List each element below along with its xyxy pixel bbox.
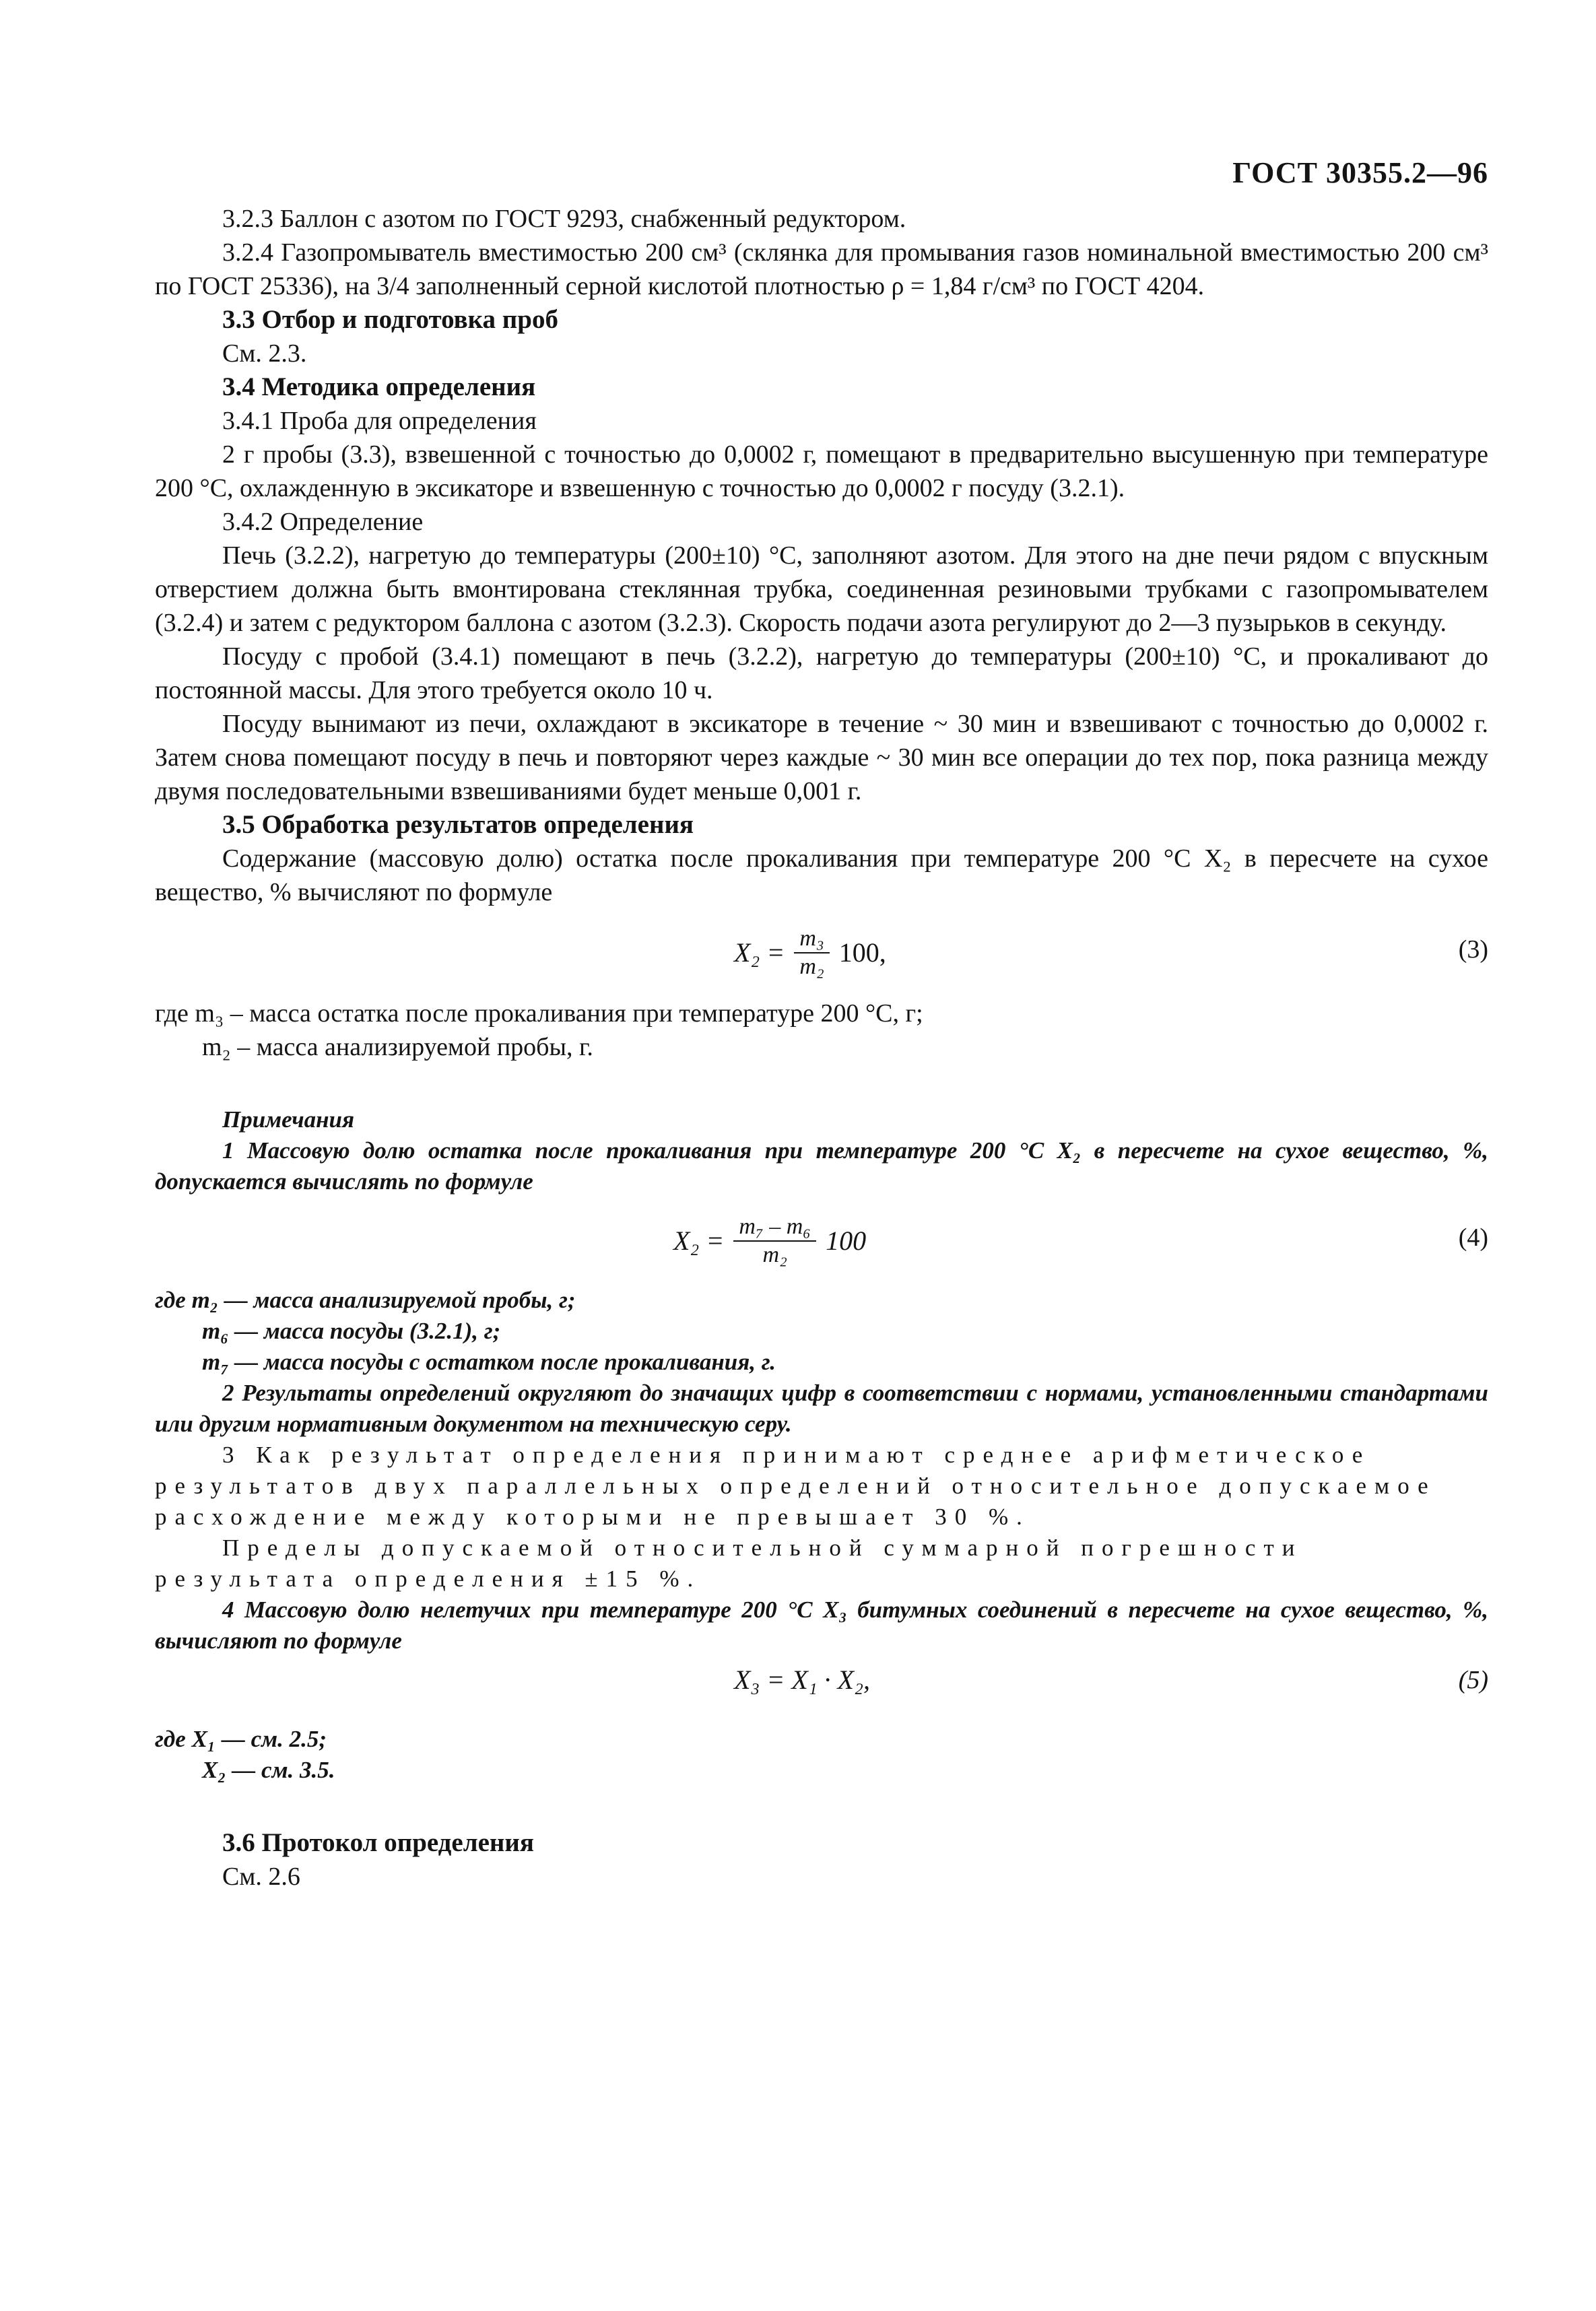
paragraph-3-2-4: 3.2.4 Газопромыватель вместимостью 200 см³ (склянка для промывания газов номинальной вместимостью 200 см³ по ГОСТ 25336), на 3/4 заполненный серной кислотой плотностью ρ = 1,84 г/см³ по ГОСТ 4204.: [155, 238, 1488, 300]
formula-4: [155, 1197, 1488, 1285]
paragraph-3-4-2-b: Посуду с пробой (3.4.1) помещают в печь (3.2.2), нагретую до температуры (200±10) °С, и прокаливают до постоянной массы. Для этого требуется около 10 ч.: [155, 642, 1488, 704]
formula-3-fraction: [794, 925, 829, 980]
paragraph-3-2-3: 3.2.3 Баллон с азотом по ГОСТ 9293, снабженный редуктором.: [222, 205, 906, 233]
formula-3-lhs: X₂ =: [734, 937, 785, 968]
paragraph-3-4-2-c: Посуду вынимают из печи, охлаждают в эксикаторе в течение ~ 30 мин и взвешивают с точностью до 0,0002 г. Затем снова помещают посуду в печь и повторяют через каждые ~ 30 мин все операции до тех пор, пока разница между двумя последовательными взвешиваниями будет меньше 0,001 г.: [155, 710, 1488, 805]
note-1: 1 Массовую долю остатка после прокаливания при температуре 200 °С X₂ в пересчете на сухое вещество, %, допускается вычислять по формуле: [155, 1137, 1488, 1195]
note-3-precision: Пределы допускаемой относительной суммарной погрешности результата определения ±15 %.: [155, 1535, 1303, 1592]
paragraph-3-4-2-a: Печь (3.2.2), нагретую до температуры (200±10) °С, заполняют азотом. Для этого на дне печи рядом с впускным отверстием должна быть вмонтирована стеклянная трубка, соединенная резиновыми трубками с газопромывателем (3.2.4) и затем с редуктором баллона с азотом (3.2.3). Скорость подачи азота регулируют до 2—3 пузырьков в секунду.: [155, 541, 1488, 637]
formula-4-denominator: m₂: [762, 1242, 787, 1267]
paragraph-3-4-1: 2 г пробы (3.3), взвешенной с точностью до 0,0002 г, помещают в предварительно высушенную при температуре 200 °С, охлажденную в эксикаторе и взвешенную с точностью до 0,0002 г посуду (3.2.1).: [155, 440, 1488, 502]
paragraph-3-3: См. 2.3.: [222, 339, 307, 368]
formula-4-fraction: [733, 1213, 816, 1269]
notes-title: Примечания: [222, 1106, 355, 1133]
where-3-m2: m₂ – масса анализируемой пробы, г.: [202, 1033, 593, 1061]
where-4-m2: где m₂ — масса анализируемой пробы, г;: [155, 1287, 576, 1313]
formula-3: [155, 909, 1488, 997]
where-5-x2: X₂ — см. 3.5.: [202, 1757, 335, 1783]
paragraph-3-4-2-title: 3.4.2 Определение: [222, 508, 424, 536]
formula-4-numerator: m₇ – m₆: [733, 1213, 816, 1242]
heading-3-4: 3.4 Методика определения: [222, 372, 536, 401]
formula-5-number: (5): [1458, 1666, 1488, 1694]
note-3: 3 Как результат определения принимают среднее арифметическое результатов двух параллельных определений относительное допускаемое расхождение между которыми не превышает 30 %.: [155, 1442, 1436, 1530]
formula-5: [155, 1656, 1488, 1704]
where-5-x1: где X₁ — см. 2.5;: [155, 1726, 327, 1752]
paragraph-3-4-1-title: 3.4.1 Проба для определения: [222, 407, 537, 435]
note-4: 4 Массовую долю нелетучих при температуре 200 °С X₃ битумных соединений в пересчете на сухое вещество, %, вычисляют по формуле: [155, 1597, 1488, 1654]
heading-3-6: 3.6 Протокол определения: [222, 1828, 534, 1857]
formula-3-rhs: 100,: [838, 937, 886, 968]
document-body: [155, 202, 1488, 1894]
where-3-m3: где m₃ – масса остатка после прокаливания при температуре 200 °С, г;: [155, 999, 923, 1028]
formula-4-number: (4): [1458, 1224, 1488, 1252]
note-2: 2 Результаты определений округляют до значащих цифр в соответствии с нормами, установленными стандартами или другим нормативным документом на техническую серу.: [155, 1380, 1488, 1437]
heading-3-5: 3.5 Обработка результатов определения: [222, 810, 694, 839]
where-4-m7: m₇ — масса посуды с остатком после прокаливания, г.: [202, 1349, 776, 1375]
formula-3-numerator: m₃: [794, 925, 829, 953]
formula-5-expression: X₃ = X₁ · X₂,: [734, 1665, 871, 1695]
formula-3-denominator: m₂: [799, 954, 824, 979]
paragraph-3-6: См. 2.6: [222, 1863, 300, 1891]
formula-3-number: (3): [1458, 935, 1488, 964]
paragraph-3-5: Содержание (массовую долю) остатка после прокаливания при температуре 200 °С X₂ в пересчете на сухое вещество, % вычисляют по формуле: [155, 844, 1488, 906]
heading-3-3: 3.3 Отбор и подготовка проб: [222, 305, 558, 334]
formula-4-lhs: X₂ =: [673, 1226, 725, 1256]
document-id: ГОСТ 30355.2—96: [1232, 156, 1488, 189]
where-4-m6: m₆ — масса посуды (3.2.1), г;: [202, 1318, 501, 1344]
formula-4-rhs: 100: [826, 1226, 867, 1256]
